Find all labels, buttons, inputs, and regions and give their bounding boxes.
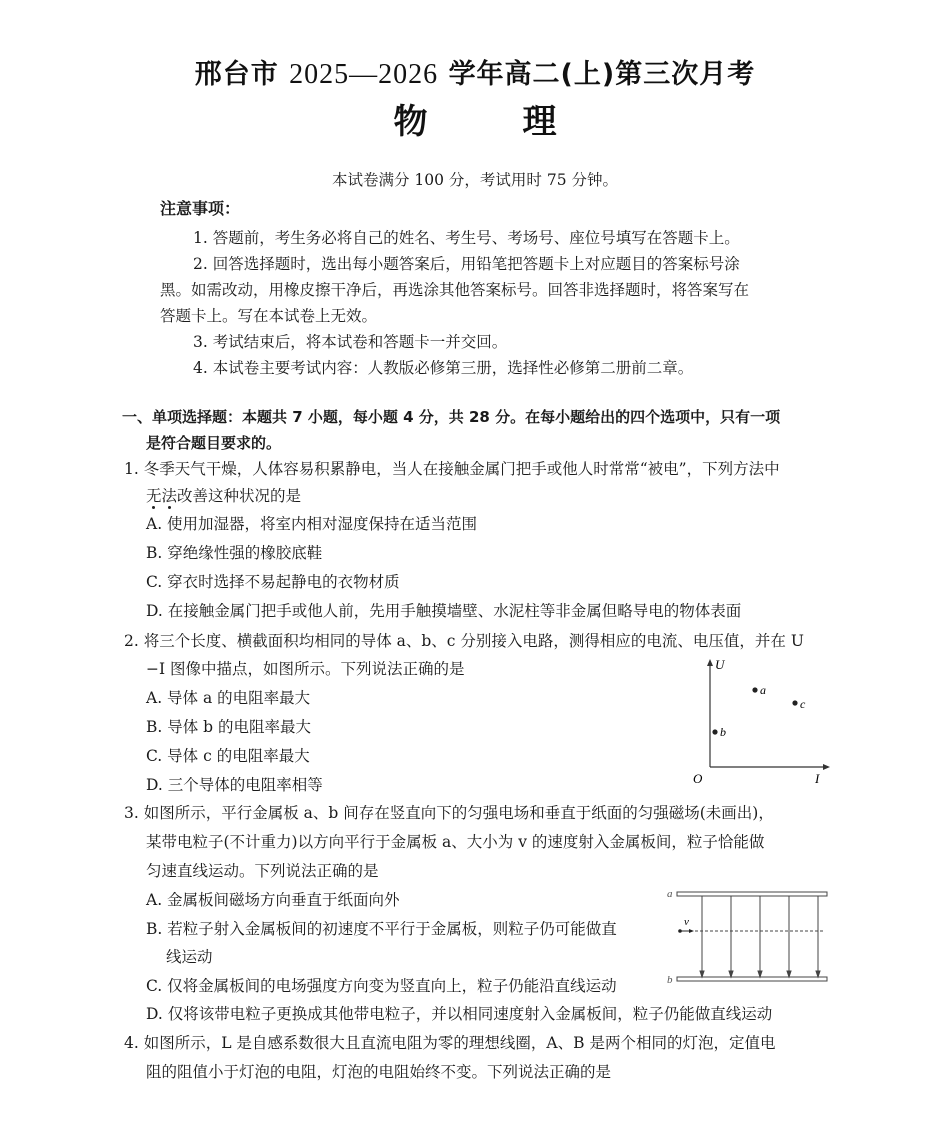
q1-stem: 1. 冬季天气干燥，人体容易积累静电，当人在接触金属门把手或他人时常常“被电”，下列方法中 xyxy=(124,460,780,478)
subject-title xyxy=(0,94,950,143)
point-label-c: c xyxy=(800,697,806,711)
plate-b xyxy=(677,977,827,981)
q4-stem-cont: 阻的阻值小于灯泡的电阻，灯泡的电阻始终不变。下列说法正确的是 xyxy=(146,1063,612,1081)
ui-graph-figure xyxy=(690,655,830,785)
q3-stem-cont: 某带电粒子(不计重力)以方向平行于金属板 a、大小为 v 的速度射入金属板间，粒子恰能做 xyxy=(146,833,765,851)
notice-item-4: 4. 本试卷主要考试内容：人教版必修第三册，选择性必修第二册前二章。 xyxy=(193,359,694,377)
q1-option-b: B. 穿绝缘性强的橡胶底鞋 xyxy=(146,544,323,562)
emphasis-dot xyxy=(152,506,155,509)
velocity-label: v xyxy=(684,916,689,928)
q3-option-c: C. 仅将金属板间的电场强度方向变为竖直向上，粒子仍能沿直线运动 xyxy=(146,977,617,995)
parallel-plates-figure xyxy=(665,880,830,990)
x-axis-arrow-icon xyxy=(823,764,830,770)
subject-char-2: 理 xyxy=(522,102,557,142)
y-axis-arrow-icon xyxy=(707,659,713,666)
electric-field-arrows xyxy=(700,896,820,977)
title-years: 2025—2026 xyxy=(289,59,439,90)
title-suffix: 学年高二(上)第三次月考 xyxy=(448,59,756,90)
q2-option-a: A. 导体 a 的电阻率最大 xyxy=(146,689,311,707)
q1-stem-cont: 无法改善这种状况的是 xyxy=(146,487,302,505)
plate-b-label: b xyxy=(667,974,673,986)
q1-option-d: D. 在接触金属门把手或他人前，先用手触摸墙壁、水泥柱等非金属但略导电的物体表面 xyxy=(146,602,742,620)
x-axis-label: I xyxy=(815,771,820,785)
y-axis-label: U xyxy=(715,657,725,672)
q2-option-b: B. 导体 b 的电阻率最大 xyxy=(146,718,312,736)
q2-stem: 2. 将三个长度、横截面积均相同的导体 a、b、c 分别接入电路，测得相应的电流、电压值，并在 U xyxy=(124,632,804,650)
q3-option-a: A. 金属板间磁场方向垂直于纸面向外 xyxy=(146,891,400,909)
point-label-b: b xyxy=(720,725,726,739)
q2-stem-cont: −I 图像中描点，如图所示。下列说法正确的是 xyxy=(146,660,465,678)
notice-item-2-cont: 黑。如需改动，用橡皮擦干净后，再选涂其他答案标号。回答非选择题时，将答案写在 xyxy=(160,281,750,299)
subject-char-1: 物 xyxy=(393,102,428,142)
title-prefix: 邢台市 xyxy=(194,59,279,90)
q3-stem-cont2: 匀速直线运动。下列说法正确的是 xyxy=(146,862,379,880)
section-heading: 一、单项选择题：本题共 7 小题，每小题 4 分，共 28 分。在每小题给出的四个选项中，只有一项 xyxy=(122,408,781,426)
notice-item-3: 3. 考试结束后，将本试卷和答题卡一并交回。 xyxy=(193,333,508,351)
notice-item-2: 2. 回答选择题时，选出每小题答案后，用铅笔把答题卡上对应题目的答案标号涂 xyxy=(193,255,740,273)
q3-option-b-cont: 线运动 xyxy=(166,948,213,966)
plate-a xyxy=(677,892,827,896)
q3-option-b: B. 若粒子射入金属板间的初速度不平行于金属板，则粒子仍可能做直 xyxy=(146,920,617,938)
exam-info: 本试卷满分 100 分，考试用时 75 分钟。 xyxy=(331,171,619,189)
plate-a-label: a xyxy=(667,888,673,900)
exam-title xyxy=(0,52,950,91)
section-heading-cont: 是符合题目要求的。 xyxy=(146,434,282,452)
origin-label: O xyxy=(693,771,703,785)
data-point-c xyxy=(792,700,797,705)
q2-option-c: C. 导体 c 的电阻率最大 xyxy=(146,747,310,765)
point-label-a: a xyxy=(760,683,766,697)
q1-option-a: A. 使用加湿器，将室内相对湿度保持在适当范围 xyxy=(146,515,478,533)
emphasis-dot xyxy=(168,506,171,509)
q3-option-d: D. 仅将该带电粒子更换成其他带电粒子，并以相同速度射入金属板间，粒子仍能做直线运动 xyxy=(146,1005,773,1023)
q4-stem: 4. 如图所示，L 是自感系数很大且直流电阻为零的理想线圈，A、B 是两个相同的灯泡，定值电 xyxy=(124,1034,776,1052)
data-point-a xyxy=(752,687,757,692)
velocity-arrow-head-icon xyxy=(689,929,694,933)
notice-item-2-cont2: 答题卡上。写在本试卷上无效。 xyxy=(160,307,378,325)
q3-stem: 3. 如图所示，平行金属板 a、b 间存在竖直向下的匀强电场和垂直于纸面的匀强磁场(未画出)， xyxy=(124,804,774,822)
notice-item-1: 1. 答题前，考生务必将自己的姓名、考生号、考场号、座位号填写在答题卡上。 xyxy=(193,229,740,247)
data-point-b xyxy=(712,729,717,734)
q2-option-d: D. 三个导体的电阻率相等 xyxy=(146,776,323,794)
q1-option-c: C. 穿衣时选择不易起静电的衣物材质 xyxy=(146,573,400,591)
notice-heading: 注意事项： xyxy=(160,199,241,218)
